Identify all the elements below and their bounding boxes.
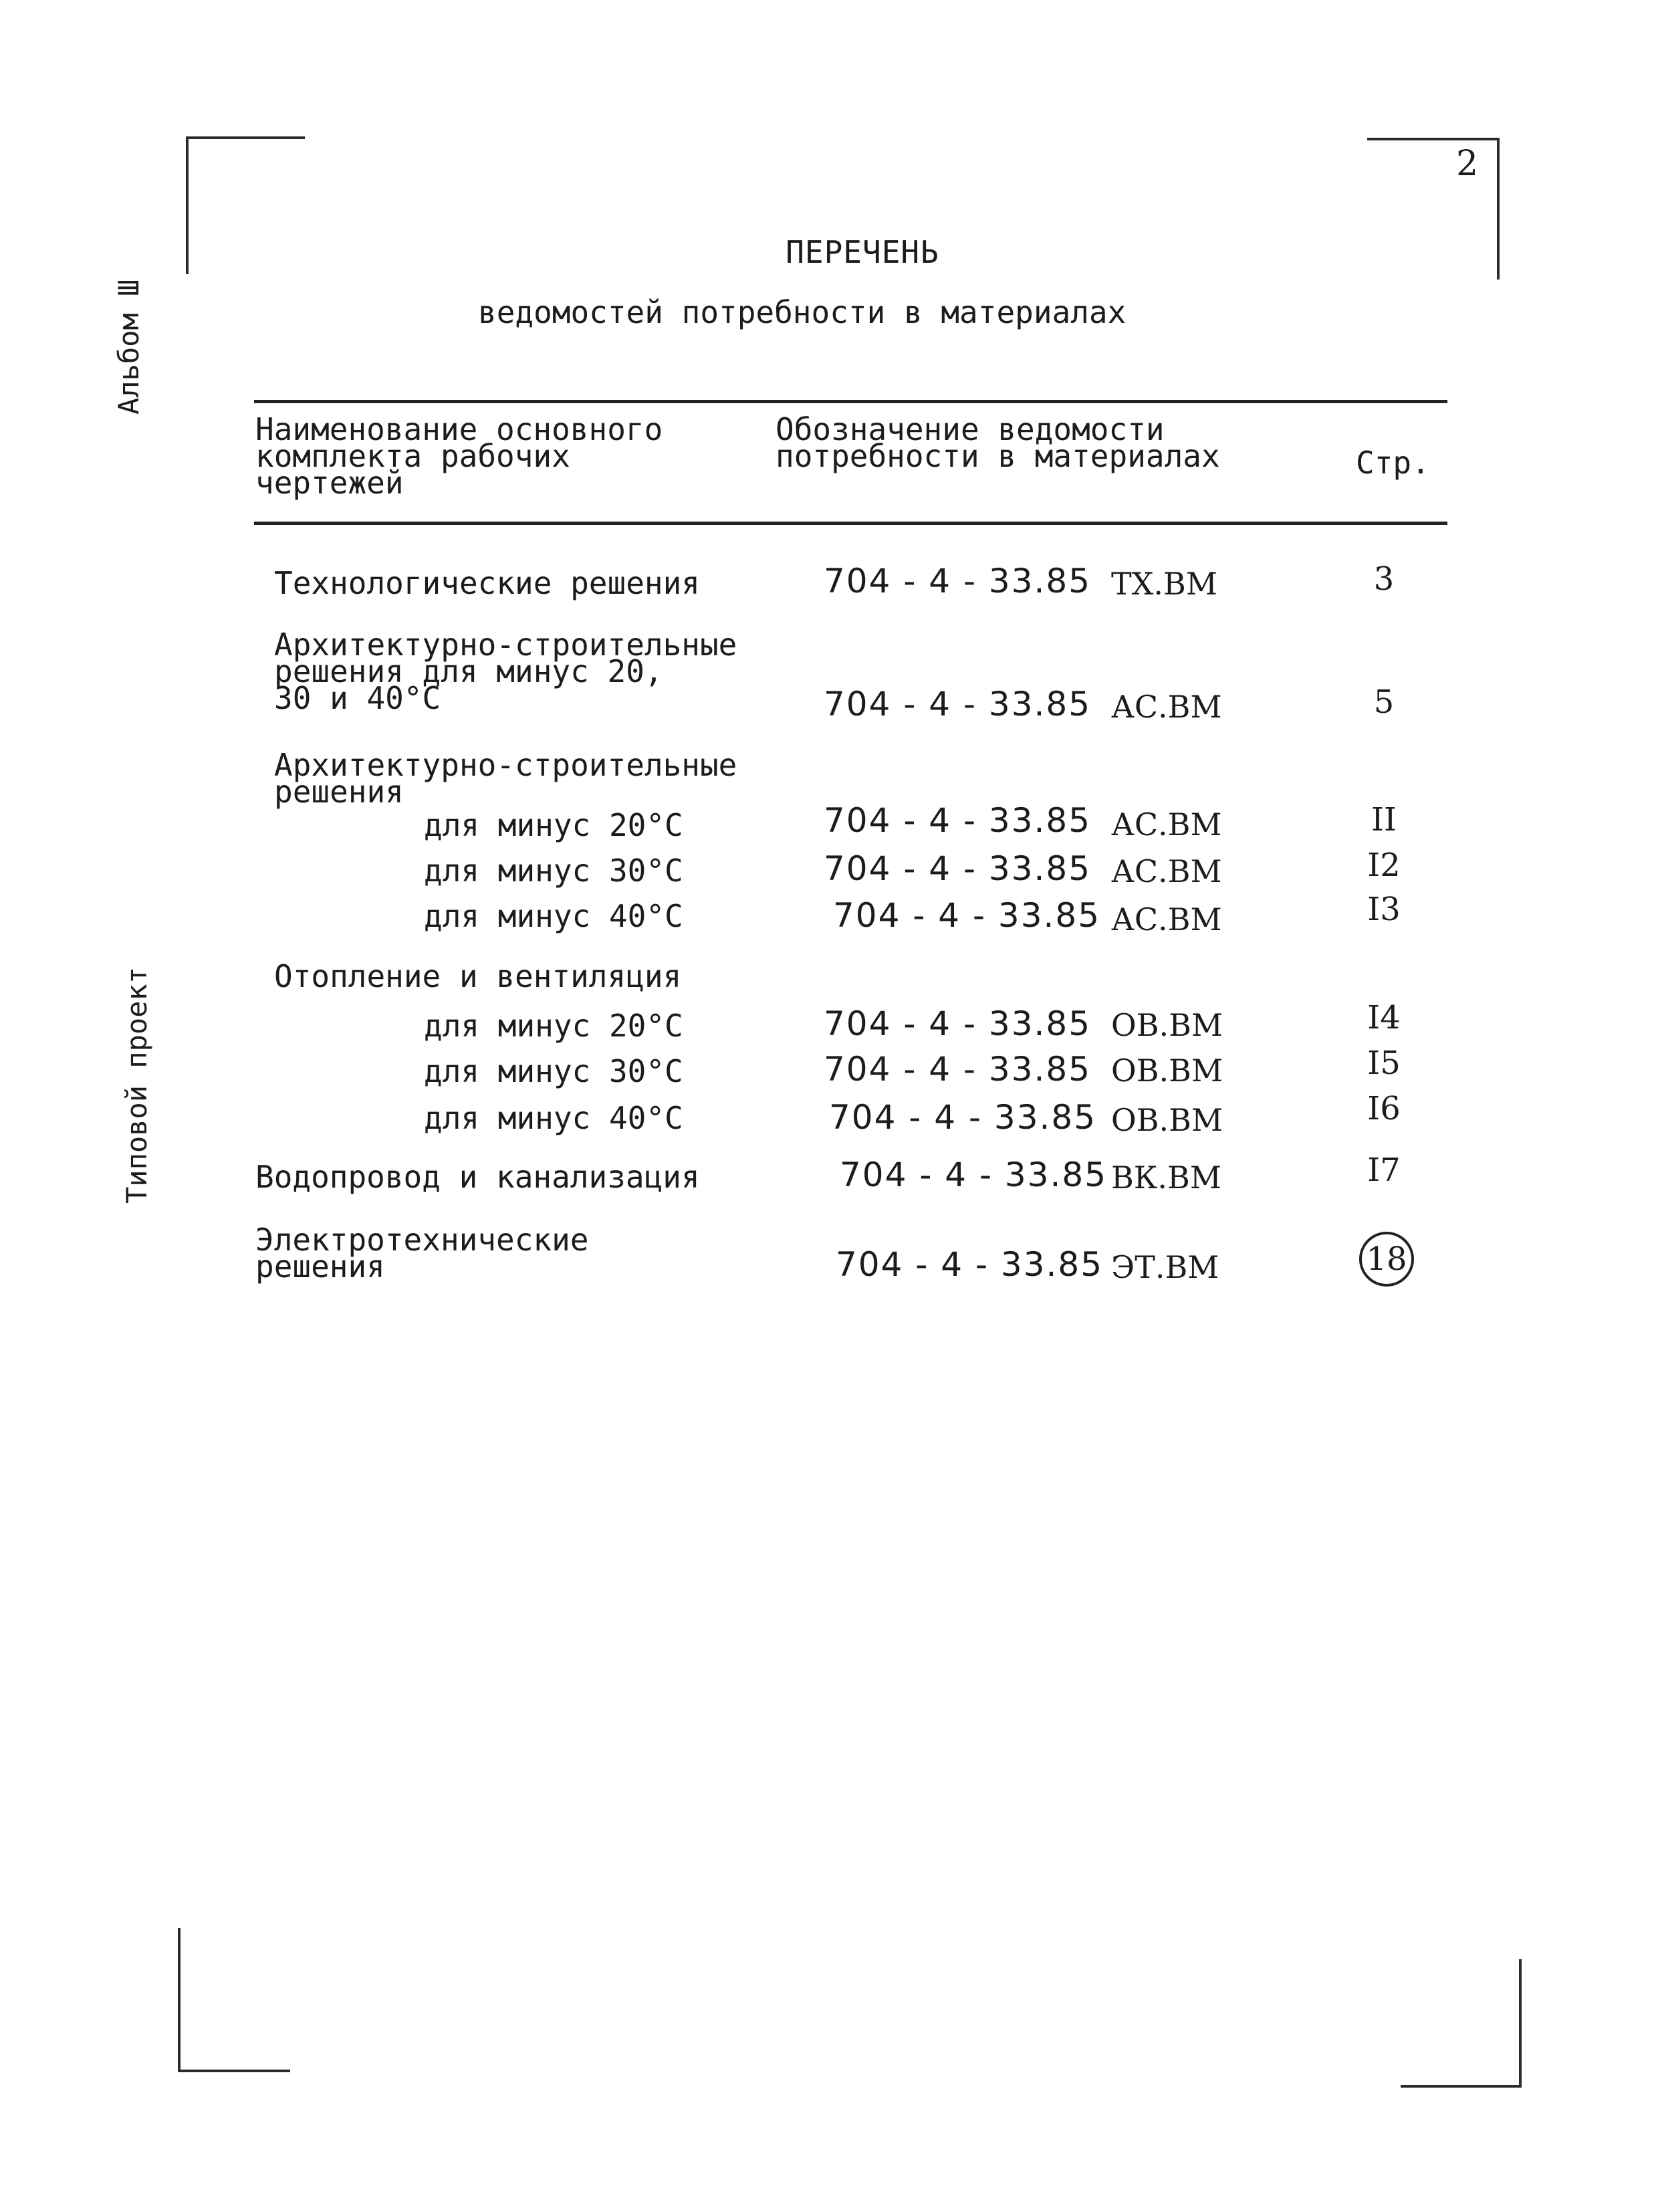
frame-bottom-right-horizontal bbox=[1401, 2085, 1522, 2088]
row-code: 704 - 4 - 33.85 bbox=[824, 801, 1092, 840]
table-top-rule bbox=[254, 400, 1447, 403]
row-page: 5 bbox=[1373, 683, 1395, 721]
table-header-rule bbox=[254, 522, 1447, 525]
row-name: Электротехнические решения bbox=[255, 1222, 589, 1285]
document-subtitle: ведомостей потребности в материалах bbox=[478, 294, 1127, 330]
row-mark: ЭТ.ВМ bbox=[1111, 1249, 1219, 1285]
row-mark: ОВ.ВМ bbox=[1111, 1102, 1223, 1138]
document-title-text: ПЕРЕЧЕНЬ bbox=[786, 234, 939, 270]
row-name: Технологические решения bbox=[274, 565, 700, 601]
header-page: Стр. bbox=[1356, 445, 1430, 481]
row-code: 704 - 4 - 33.85 bbox=[824, 562, 1092, 600]
row-mark: АС.ВМ bbox=[1111, 689, 1222, 725]
document-title bbox=[0, 234, 1605, 270]
row-name: для минус 40°С bbox=[424, 898, 683, 934]
header-set-name: Наименование основного комплекта рабочих чертежей bbox=[255, 411, 663, 501]
row-name: Архитектурно-строительные решения для минус 20, 30 и 40°С bbox=[274, 627, 737, 716]
row-page: I6 bbox=[1367, 1090, 1401, 1127]
row-mark: АС.ВМ bbox=[1111, 853, 1222, 889]
row-name: для минус 20°С bbox=[424, 1008, 683, 1044]
row-name: для минус 20°С bbox=[424, 807, 683, 843]
page-number: 2 bbox=[1456, 144, 1479, 184]
row-page: I2 bbox=[1367, 847, 1401, 884]
frame-top-right-horizontal bbox=[1367, 138, 1500, 140]
row-page: 3 bbox=[1373, 560, 1395, 598]
row-mark: АС.ВМ bbox=[1111, 806, 1222, 843]
row-name: Водопровод и канализация bbox=[255, 1159, 700, 1195]
row-mark: ОВ.ВМ bbox=[1111, 1007, 1223, 1043]
frame-bottom-left-horizontal bbox=[178, 2070, 290, 2072]
row-code: 704 - 4 - 33.85 bbox=[824, 685, 1092, 724]
row-name: для минус 40°С bbox=[424, 1100, 683, 1136]
row-code: 704 - 4 - 33.85 bbox=[824, 1004, 1092, 1043]
row-code: 704 - 4 - 33.85 bbox=[833, 896, 1101, 935]
header-designation: Обозначение ведомости потребности в материалах bbox=[776, 411, 1220, 474]
row-mark: ВК.ВМ bbox=[1111, 1159, 1221, 1196]
row-page-circled: 18 bbox=[1359, 1232, 1414, 1287]
row-code: 704 - 4 - 33.85 bbox=[829, 1098, 1097, 1137]
row-page: I7 bbox=[1367, 1151, 1401, 1189]
row-code: 704 - 4 - 33.85 bbox=[840, 1155, 1108, 1194]
row-mark: ОВ.ВМ bbox=[1111, 1053, 1223, 1089]
row-page: I5 bbox=[1367, 1044, 1401, 1082]
frame-top-left-horizontal bbox=[186, 136, 305, 139]
frame-bottom-left-vertical bbox=[178, 1928, 181, 2071]
row-mark: ТХ.ВМ bbox=[1111, 566, 1217, 602]
row-code: 704 - 4 - 33.85 bbox=[836, 1245, 1104, 1284]
row-page: I4 bbox=[1367, 999, 1401, 1036]
row-name: для минус 30°С bbox=[424, 1053, 683, 1089]
row-code: 704 - 4 - 33.85 bbox=[824, 849, 1092, 888]
frame-bottom-right-vertical bbox=[1519, 1959, 1522, 2088]
side-album-label: Альбом Ш bbox=[112, 279, 145, 415]
row-page: I3 bbox=[1367, 891, 1401, 928]
row-name: для минус 30°С bbox=[424, 853, 683, 889]
row-code: 704 - 4 - 33.85 bbox=[824, 1050, 1092, 1089]
row-page: II bbox=[1371, 801, 1397, 839]
row-name: Отопление и вентиляция bbox=[274, 958, 682, 994]
row-name: Архитектурно-строительные решения bbox=[274, 747, 737, 810]
side-project-label: Типовой проект bbox=[120, 966, 153, 1204]
row-mark: АС.ВМ bbox=[1111, 901, 1222, 937]
